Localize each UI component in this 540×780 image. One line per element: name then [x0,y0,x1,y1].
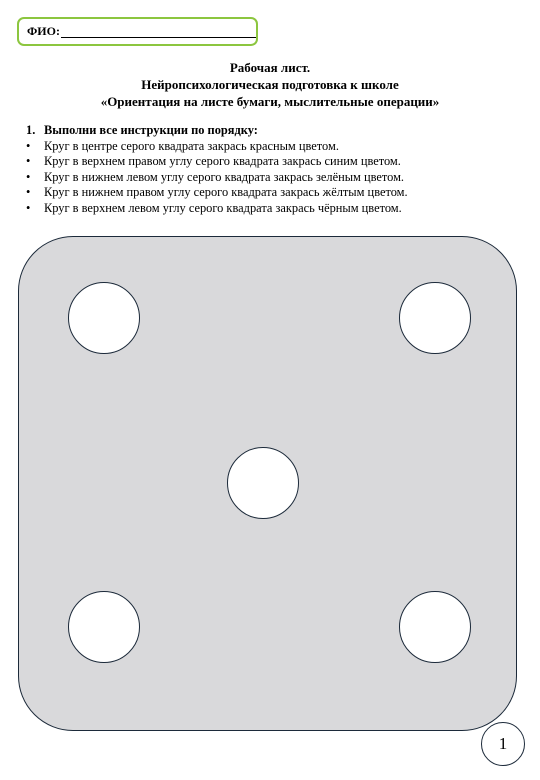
gray-square [18,236,517,731]
instruction-text: Круг в верхнем левом углу серого квадрата закрась чёрным цветом. [44,200,402,215]
name-field[interactable] [17,17,258,46]
instruction-list [26,139,526,217]
worksheet-title: Рабочая лист. [229,60,311,75]
bullet-icon: • [26,185,31,200]
bullet-icon: • [26,154,31,169]
bullet-icon: • [26,169,31,184]
instruction-item [26,154,526,170]
circle-top-right[interactable] [399,282,471,354]
bullet-icon: • [26,138,31,153]
circle-bottom-left[interactable] [68,591,140,663]
bullet-icon: • [26,200,31,215]
worksheet-header [0,59,540,110]
name-field-label: ФИО: [27,24,60,38]
task-number: 1. [26,123,36,137]
task-title [26,123,526,139]
worksheet-topic: «Ориентация на листе бумаги, мыслительные операции» [100,94,440,109]
instruction-text: Круг в верхнем правом углу серого квадрата закрась синим цветом. [44,154,401,169]
circle-bottom-right[interactable] [399,591,471,663]
instruction-item [26,170,526,186]
instruction-text: Круг в центре серого квадрата закрась красным цветом. [44,138,339,153]
task-block [26,123,526,217]
instruction-item [26,201,526,217]
worksheet-subtitle: Нейропсихологическая подготовка к школе [141,77,399,92]
instruction-item [26,139,526,155]
name-field-line[interactable] [61,26,256,38]
circle-top-left[interactable] [68,282,140,354]
page-number: 1 [481,722,525,766]
instruction-text: Круг в нижнем левом углу серого квадрата закрась зелёным цветом. [44,169,405,184]
instruction-text: Круг в нижнем правом углу серого квадрата закрась жёлтым цветом. [44,185,408,200]
instruction-item [26,185,526,201]
task-title-text: Выполни все инструкции по порядку: [44,123,258,137]
circle-center[interactable] [227,447,299,519]
